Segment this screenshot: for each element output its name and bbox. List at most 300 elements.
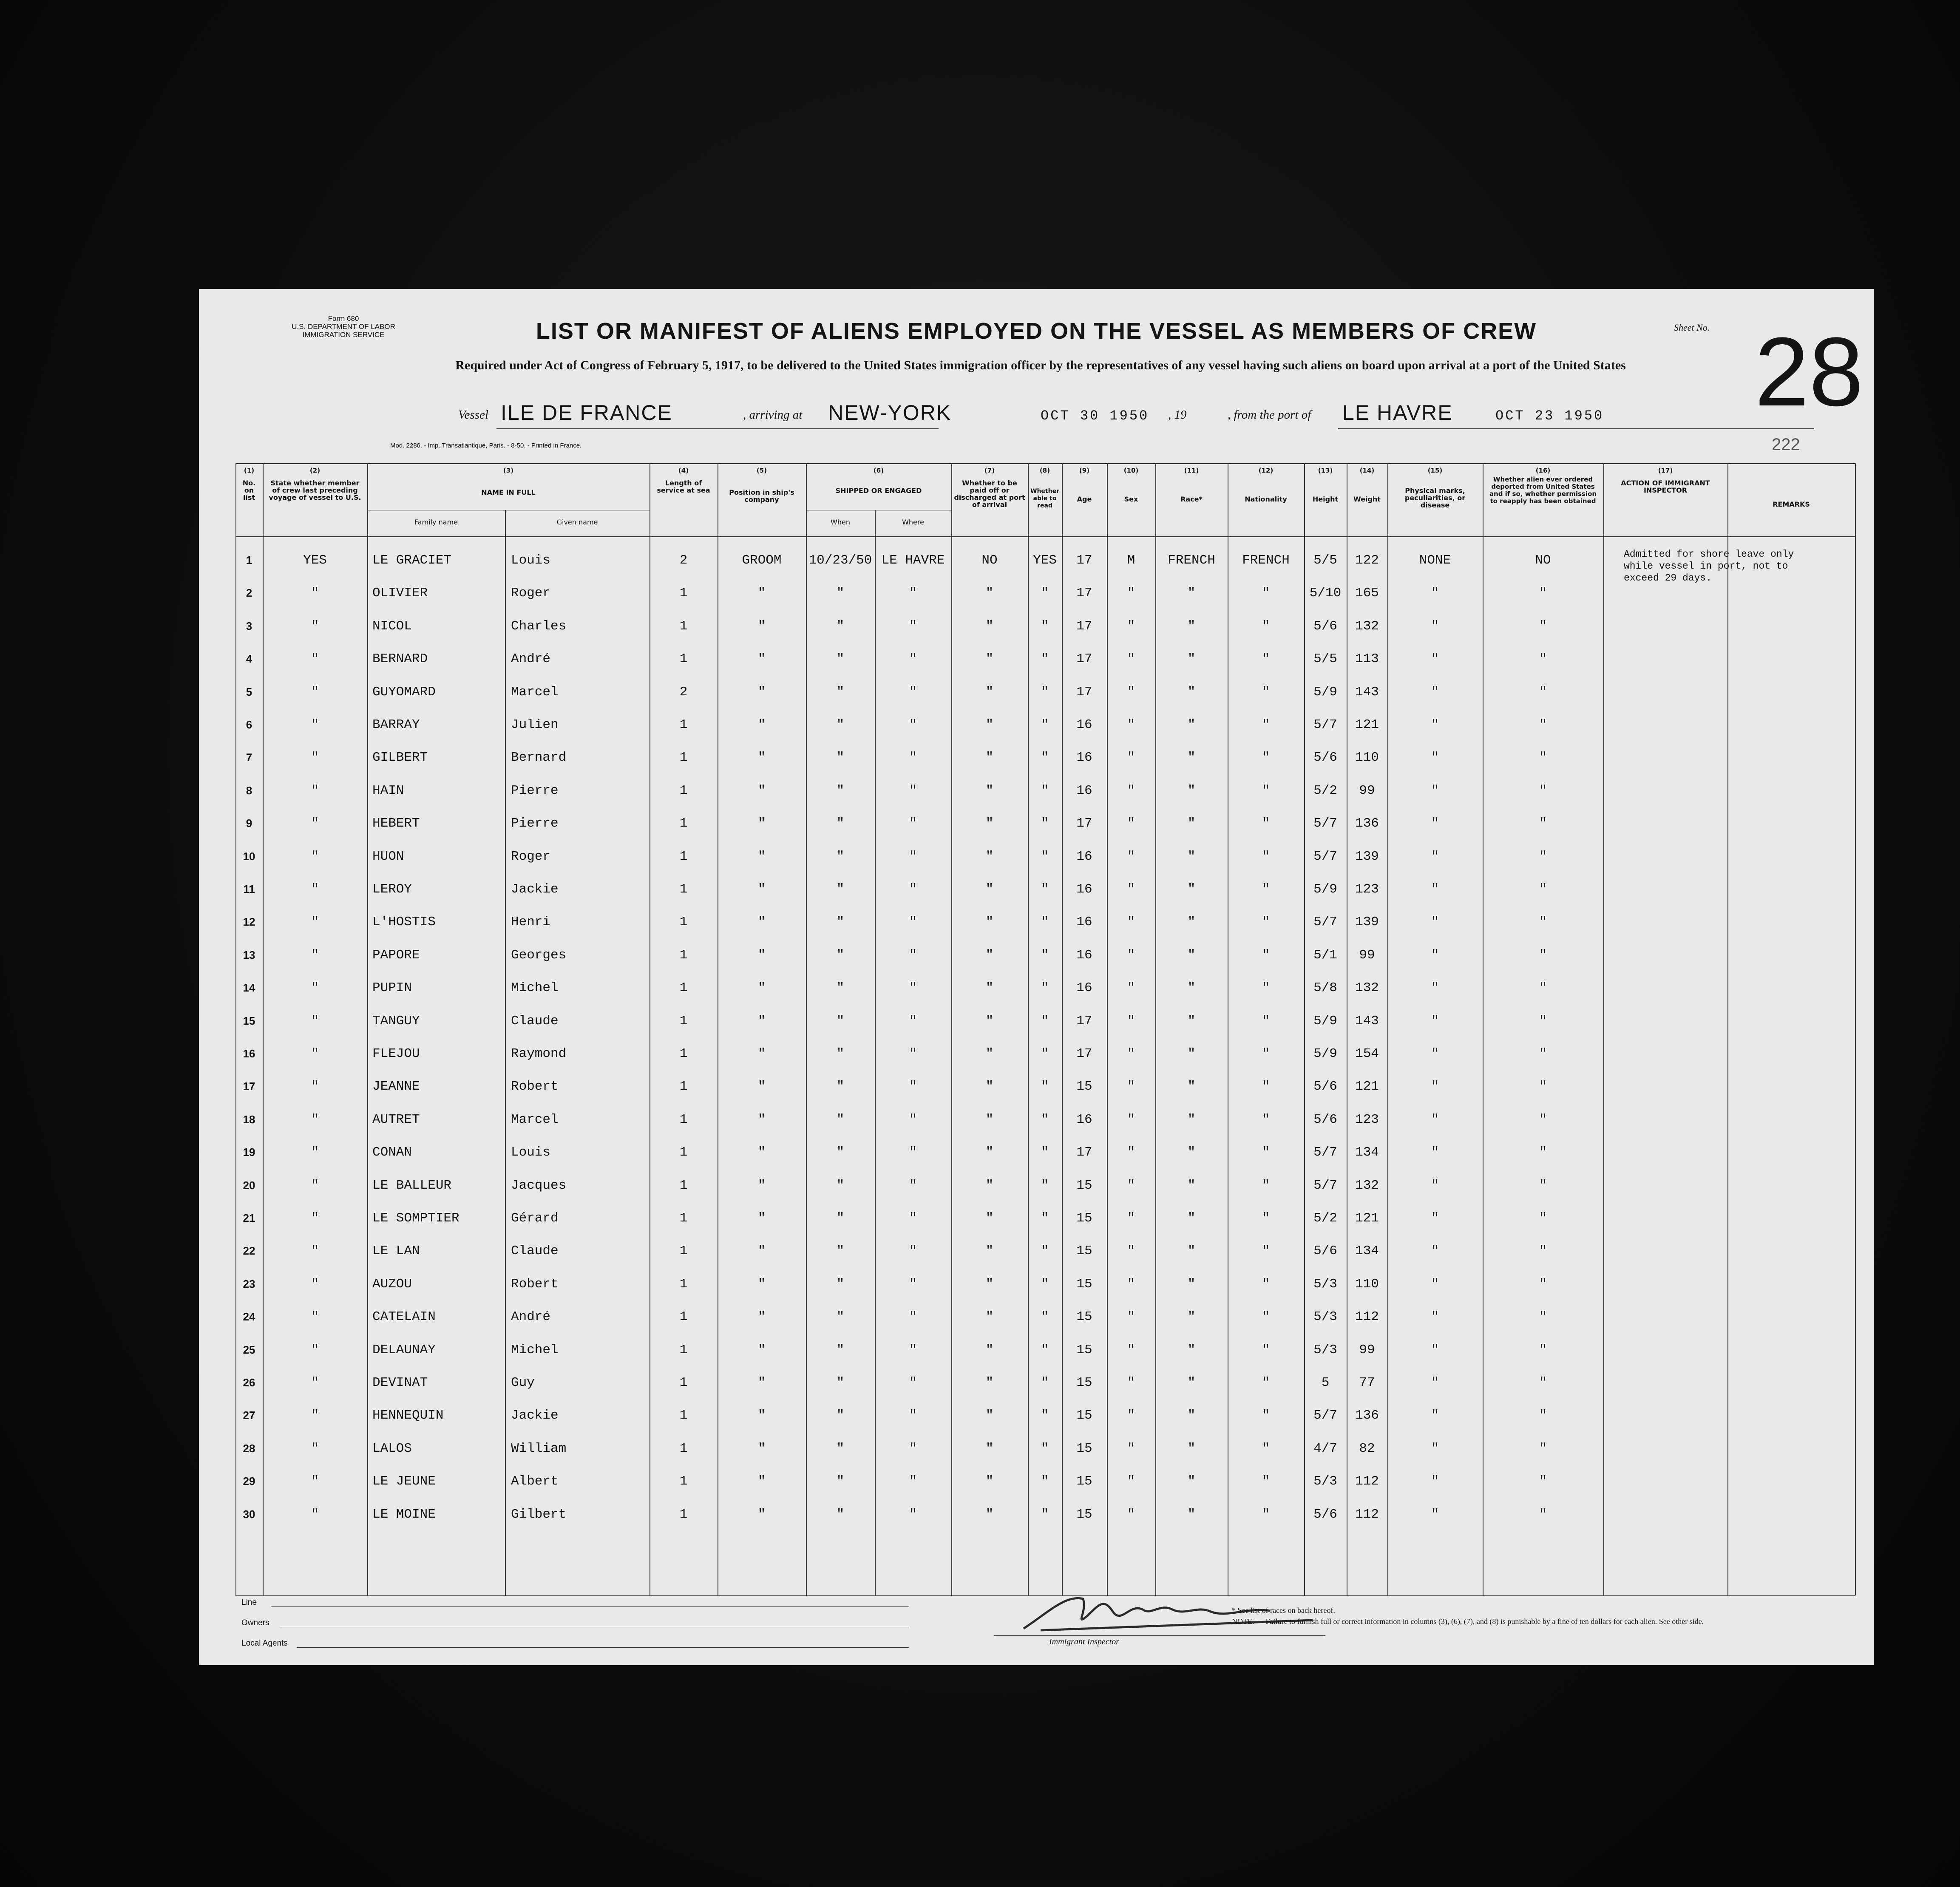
service-length-cell: 1 [679,980,688,995]
weight-cell: 99 [1359,783,1375,798]
arrival-port: NEW-YORK [828,401,952,425]
paid-off-cell: " [985,1014,994,1028]
family-name-cell: GUYOMARD [372,685,436,700]
row-number: 3 [246,620,252,632]
able-to-read-cell: " [1041,1507,1049,1522]
service-length-cell: 1 [679,1309,688,1324]
row-number: 18 [243,1113,255,1126]
sex-cell: " [1127,915,1135,929]
table-row [199,939,1874,972]
height-cell: 5/10 [1309,586,1342,601]
physical-marks-cell: NONE [1419,553,1451,568]
deported-cell: " [1539,1441,1547,1456]
service-length-cell: 1 [679,750,688,765]
service-length-cell: 1 [679,1014,688,1028]
shipped-where-cell: " [909,1145,917,1160]
table-row [199,1268,1874,1300]
previous-voyage-cell: " [311,783,319,798]
sex-cell: " [1127,1079,1135,1094]
weight-cell: 165 [1355,586,1379,601]
family-name-cell: LE SOMPTIER [372,1211,460,1226]
able-to-read-cell: " [1041,586,1049,601]
manifest-sheet [199,289,1874,1665]
shipped-when-cell: " [836,980,845,995]
deported-cell: " [1539,1046,1547,1061]
previous-voyage-cell: " [311,1309,319,1324]
row-number: 11 [243,883,255,895]
nationality-cell: " [1262,816,1270,831]
previous-voyage-cell: " [311,1474,319,1489]
family-name-cell: LALOS [372,1441,412,1456]
table-row [199,906,1874,938]
physical-marks-cell: " [1431,619,1439,634]
service-length-cell: 1 [679,586,688,601]
weight-cell: 122 [1355,553,1379,568]
row-number: 27 [243,1409,255,1422]
shipped-where-cell: " [909,948,917,963]
nationality-cell: " [1262,1507,1270,1522]
previous-voyage-cell: " [311,1178,319,1193]
nationality-cell: " [1262,980,1270,995]
shipped-where-cell: " [909,816,917,831]
nationality-cell: " [1262,586,1270,601]
given-name-cell: Robert [511,1277,559,1292]
height-cell: 5/7 [1313,1178,1337,1193]
paid-off-cell: " [985,1178,994,1193]
height-cell: 5/3 [1313,1277,1337,1292]
physical-marks-cell: " [1431,816,1439,831]
physical-marks-cell: " [1431,1375,1439,1390]
previous-voyage-cell: " [311,1375,319,1390]
row-number: 25 [243,1343,255,1356]
position-cell: " [757,685,766,700]
year-label: , 19 [1168,408,1187,422]
given-name-cell: Louis [511,1145,551,1160]
family-name-cell: LE JEUNE [372,1474,436,1489]
service-length-cell: 1 [679,1408,688,1423]
position-cell: " [757,1408,766,1423]
height-cell: 5/6 [1313,1244,1337,1258]
physical-marks-cell: " [1431,717,1439,732]
column-number: (16) [1535,467,1551,474]
deported-cell: " [1539,915,1547,929]
able-to-read-cell: " [1041,783,1049,798]
col-header-race: Race* [1180,495,1203,503]
shipped-where-cell: " [909,685,917,700]
position-cell: " [757,783,766,798]
sex-cell: " [1127,816,1135,831]
race-cell: " [1187,1244,1196,1258]
able-to-read-cell: " [1041,1145,1049,1160]
given-name-cell: Jacques [511,1178,567,1193]
height-cell: 5/9 [1313,685,1337,700]
race-cell: " [1187,948,1196,963]
department-name: U.S. DEPARTMENT OF LABOR [292,323,395,331]
deported-cell: " [1539,586,1547,601]
family-name-cell: LE GRACIET [372,553,452,568]
family-name-cell: CATELAIN [372,1309,436,1324]
previous-voyage-cell: " [311,1046,319,1061]
shipped-where-cell: " [909,1244,917,1258]
sex-cell: " [1127,1507,1135,1522]
able-to-read-cell: " [1041,882,1049,897]
shipped-when-cell: " [836,1178,845,1193]
previous-voyage-cell: " [311,586,319,601]
column-number: (11) [1184,467,1199,474]
position-cell: " [757,980,766,995]
row-number: 6 [246,718,252,731]
weight-cell: 143 [1355,685,1379,700]
paid-off-cell: " [985,980,994,995]
previous-voyage-cell: " [311,1014,319,1028]
nationality-cell: " [1262,915,1270,929]
sex-cell: " [1127,1277,1135,1292]
age-cell: 15 [1076,1244,1092,1258]
stamp-number: 222 [1772,435,1800,454]
physical-marks-cell: " [1431,1309,1439,1324]
given-name-cell: Guy [511,1375,535,1390]
col-header-weight: Weight [1353,495,1381,503]
table-row [199,741,1874,774]
age-cell: 15 [1076,1507,1092,1522]
sex-cell: " [1127,1112,1135,1127]
race-note: * See list of races on back hereof. [1232,1606,1335,1615]
deported-cell: NO [1535,553,1551,568]
sex-cell: " [1127,1046,1135,1061]
table-row [199,1136,1874,1169]
table-row [199,1399,1874,1432]
shipped-when-cell: " [836,816,845,831]
col-header-deported: Whether alien ever ordered deported from United States and if so, whether permission to reapply has been obtained [1489,476,1597,505]
column-number: (15) [1427,467,1443,474]
race-cell: " [1187,783,1196,798]
sex-cell: " [1127,849,1135,864]
position-cell: " [757,619,766,634]
table-row [199,873,1874,906]
service-length-cell: 1 [679,1441,688,1456]
age-cell: 16 [1076,915,1092,929]
column-number: (12) [1258,467,1274,474]
nationality-cell: " [1262,1211,1270,1226]
able-to-read-cell: " [1041,1309,1049,1324]
service-length-cell: 2 [679,685,688,700]
able-to-read-cell: " [1041,1244,1049,1258]
col-header-service: Length of service at sea [657,479,710,494]
service-length-cell: 1 [679,1145,688,1160]
weight-cell: 99 [1359,948,1375,963]
position-cell: " [757,1507,766,1522]
shipped-where-cell: " [909,1343,917,1357]
race-cell: " [1187,1343,1196,1357]
table-row [199,1334,1874,1366]
col-header-paid-off: Whether to be paid off or discharged at port of arrival [954,479,1025,509]
paid-off-cell: " [985,882,994,897]
table-header-rule [235,536,1855,537]
family-name-cell: HEBERT [372,816,420,831]
weight-cell: 132 [1355,1178,1379,1193]
given-name-cell: Michel [511,1343,559,1357]
col-header-no: No. on list [242,479,256,502]
paid-off-cell: " [985,1277,994,1292]
form-subtitle: Required under Act of Congress of February 5, 1917, to be delivered to the United States immigration officer by the representatives of any vessel having such aliens on board upon arrival at a port of the United States [455,358,1626,372]
deported-cell: " [1539,1079,1547,1094]
physical-marks-cell: " [1431,586,1439,601]
shipped-when-cell: " [836,750,845,765]
service-length-cell: 1 [679,783,688,798]
shipped-where-cell: " [909,915,917,929]
row-number: 10 [243,850,255,863]
col-header-sex: Sex [1124,495,1138,503]
previous-voyage-cell: YES [303,553,327,568]
age-cell: 16 [1076,849,1092,864]
previous-voyage-cell: " [311,980,319,995]
physical-marks-cell: " [1431,1014,1439,1028]
shipped-when-cell: " [836,1343,845,1357]
shipped-when-cell: " [836,1046,845,1061]
previous-voyage-cell: " [311,619,319,634]
race-cell: " [1187,1474,1196,1489]
row-number: 17 [243,1080,255,1093]
paid-off-cell: " [985,1244,994,1258]
service-length-cell: 1 [679,652,688,666]
age-cell: 15 [1076,1408,1092,1423]
column-number: (8) [1039,467,1050,474]
shipped-where-cell: " [909,619,917,634]
nationality-cell: " [1262,1309,1270,1324]
given-name-cell: Henri [511,915,551,929]
height-cell: 5/6 [1313,1507,1337,1522]
row-number: 4 [246,652,252,665]
row-number: 26 [243,1376,255,1389]
position-cell: " [757,1112,766,1127]
service-length-cell: 1 [679,619,688,634]
paid-off-cell: " [985,717,994,732]
shipped-when-cell: " [836,1145,845,1160]
height-cell: 5/7 [1313,849,1337,864]
paid-off-cell: " [985,1079,994,1094]
family-name-cell: GILBERT [372,750,428,765]
family-name-cell: AUTRET [372,1112,420,1127]
race-cell: " [1187,1309,1196,1324]
weight-cell: 154 [1355,1046,1379,1061]
row-number: 29 [243,1475,255,1488]
weight-cell: 123 [1355,1112,1379,1127]
table-row [199,577,1874,609]
service-length-cell: 1 [679,882,688,897]
family-name-cell: PUPIN [372,980,412,995]
race-cell: " [1187,750,1196,765]
service-length-cell: 1 [679,1112,688,1127]
previous-voyage-cell: " [311,1277,319,1292]
sheet-label: Sheet No. [1674,322,1710,333]
shipped-when-cell: " [836,685,845,700]
weight-cell: 110 [1355,1277,1379,1292]
col-header-when: When [831,518,850,526]
shipped-where-cell: " [909,1211,917,1226]
physical-marks-cell: " [1431,1079,1439,1094]
row-number: 9 [246,817,252,830]
family-name-cell: LE LAN [372,1244,420,1258]
family-name-cell: DEVINAT [372,1375,428,1390]
sex-cell: " [1127,1309,1135,1324]
row-number: 22 [243,1244,255,1257]
deported-cell: " [1539,1474,1547,1489]
deported-cell: " [1539,1507,1547,1522]
able-to-read-cell: " [1041,1211,1049,1226]
shipped-where-cell: " [909,1507,917,1522]
age-cell: 17 [1076,1046,1092,1061]
table-row [199,1103,1874,1136]
shipped-when-cell: " [836,882,845,897]
row-number: 5 [246,686,252,698]
height-cell: 5/5 [1313,652,1337,666]
col-header-height: Height [1312,495,1339,503]
age-cell: 17 [1076,619,1092,634]
table-row [199,972,1874,1004]
position-cell: " [757,1014,766,1028]
deported-cell: " [1539,619,1547,634]
shipped-when-cell: " [836,1014,845,1028]
able-to-read-cell: " [1041,652,1049,666]
family-name-cell: NICOL [372,619,412,634]
inspector-label: Immigrant Inspector [1049,1637,1119,1646]
weight-cell: 139 [1355,849,1379,864]
shipped-where-cell: " [909,783,917,798]
physical-marks-cell: " [1431,750,1439,765]
shipped-where-cell: " [909,1441,917,1456]
paid-off-cell: " [985,783,994,798]
race-cell: " [1187,1375,1196,1390]
paid-off-cell: " [985,948,994,963]
weight-cell: 82 [1359,1441,1375,1456]
physical-marks-cell: " [1431,980,1439,995]
shipped-when-cell: " [836,717,845,732]
previous-voyage-cell: " [311,915,319,929]
shipped-when-cell: " [836,1474,845,1489]
paid-off-cell: " [985,915,994,929]
able-to-read-cell: " [1041,980,1049,995]
family-name-cell: CONAN [372,1145,412,1160]
race-cell: " [1187,1046,1196,1061]
service-length-cell: 1 [679,816,688,831]
given-name-cell: Marcel [511,685,559,700]
weight-cell: 121 [1355,1211,1379,1226]
race-cell: " [1187,1079,1196,1094]
family-name-cell: BERNARD [372,652,428,666]
able-to-read-cell: " [1041,1375,1049,1390]
race-cell: " [1187,717,1196,732]
physical-marks-cell: " [1431,1046,1439,1061]
family-name-cell: JEANNE [372,1079,420,1094]
shipped-when-cell: " [836,783,845,798]
shipped-when-cell: " [836,1375,845,1390]
weight-cell: 77 [1359,1375,1375,1390]
deported-cell: " [1539,1178,1547,1193]
height-cell: 5/5 [1313,553,1337,568]
weight-cell: 132 [1355,980,1379,995]
row-number: 28 [243,1442,255,1455]
nationality-cell: " [1262,750,1270,765]
physical-marks-cell: " [1431,1145,1439,1160]
row-number: 2 [246,586,252,599]
race-cell: " [1187,1408,1196,1423]
age-cell: 17 [1076,685,1092,700]
shipped-where-cell: " [909,1474,917,1489]
previous-voyage-cell: " [311,1408,319,1423]
arrival-date-stamp: OCT 30 1950 [1041,408,1149,424]
nationality-cell: " [1262,619,1270,634]
age-cell: 17 [1076,1145,1092,1160]
position-cell: " [757,1244,766,1258]
deported-cell: " [1539,750,1547,765]
height-cell: 5/6 [1313,1079,1337,1094]
paid-off-cell: " [985,1112,994,1127]
sex-cell: " [1127,980,1135,995]
table-row [199,1005,1874,1037]
column-number: (2) [309,467,321,474]
col-header-read: Whether able to read [1030,488,1059,509]
previous-voyage-cell: " [311,652,319,666]
col-header-nationality: Nationality [1245,495,1287,503]
deported-cell: " [1539,1211,1547,1226]
height-cell: 5/9 [1313,882,1337,897]
weight-cell: 113 [1355,652,1379,666]
age-cell: 15 [1076,1441,1092,1456]
service-length-cell: 1 [679,1343,688,1357]
shipped-where-cell: LE HAVRE [881,553,945,568]
shipped-where-cell: " [909,652,917,666]
column-number: (3) [503,467,514,474]
paid-off-cell: " [985,849,994,864]
nationality-cell: " [1262,849,1270,864]
nationality-cell: " [1262,783,1270,798]
position-cell: " [757,948,766,963]
given-name-cell: Pierre [511,783,559,798]
deported-cell: " [1539,1277,1547,1292]
able-to-read-cell: " [1041,1014,1049,1028]
nationality-cell: " [1262,1046,1270,1061]
port-line [1338,428,1814,429]
race-cell: " [1187,1507,1196,1522]
table-row [199,1037,1874,1070]
race-cell: " [1187,586,1196,601]
able-to-read-cell: " [1041,1277,1049,1292]
shipped-when-cell: " [836,586,845,601]
row-number: 21 [243,1212,255,1224]
shipped-when-cell: " [836,1441,845,1456]
physical-marks-cell: " [1431,1474,1439,1489]
deported-cell: " [1539,685,1547,700]
given-name-cell: William [511,1441,567,1456]
age-cell: 15 [1076,1178,1092,1193]
form-number: Form 680 [328,314,359,323]
nationality-cell: " [1262,1014,1270,1028]
family-name-cell: HENNEQUIN [372,1408,444,1423]
table-row [199,1300,1874,1333]
weight-cell: 110 [1355,750,1379,765]
nationality-cell: " [1262,1145,1270,1160]
col-header-remarks: REMARKS [1773,500,1810,508]
position-cell: " [757,1441,766,1456]
table-row [199,1070,1874,1103]
age-cell: 17 [1076,586,1092,601]
position-cell: GROOM [742,553,782,568]
table-row [199,1498,1874,1531]
sex-cell: " [1127,1014,1135,1028]
able-to-read-cell: " [1041,849,1049,864]
able-to-read-cell: " [1041,1441,1049,1456]
weight-cell: 132 [1355,619,1379,634]
